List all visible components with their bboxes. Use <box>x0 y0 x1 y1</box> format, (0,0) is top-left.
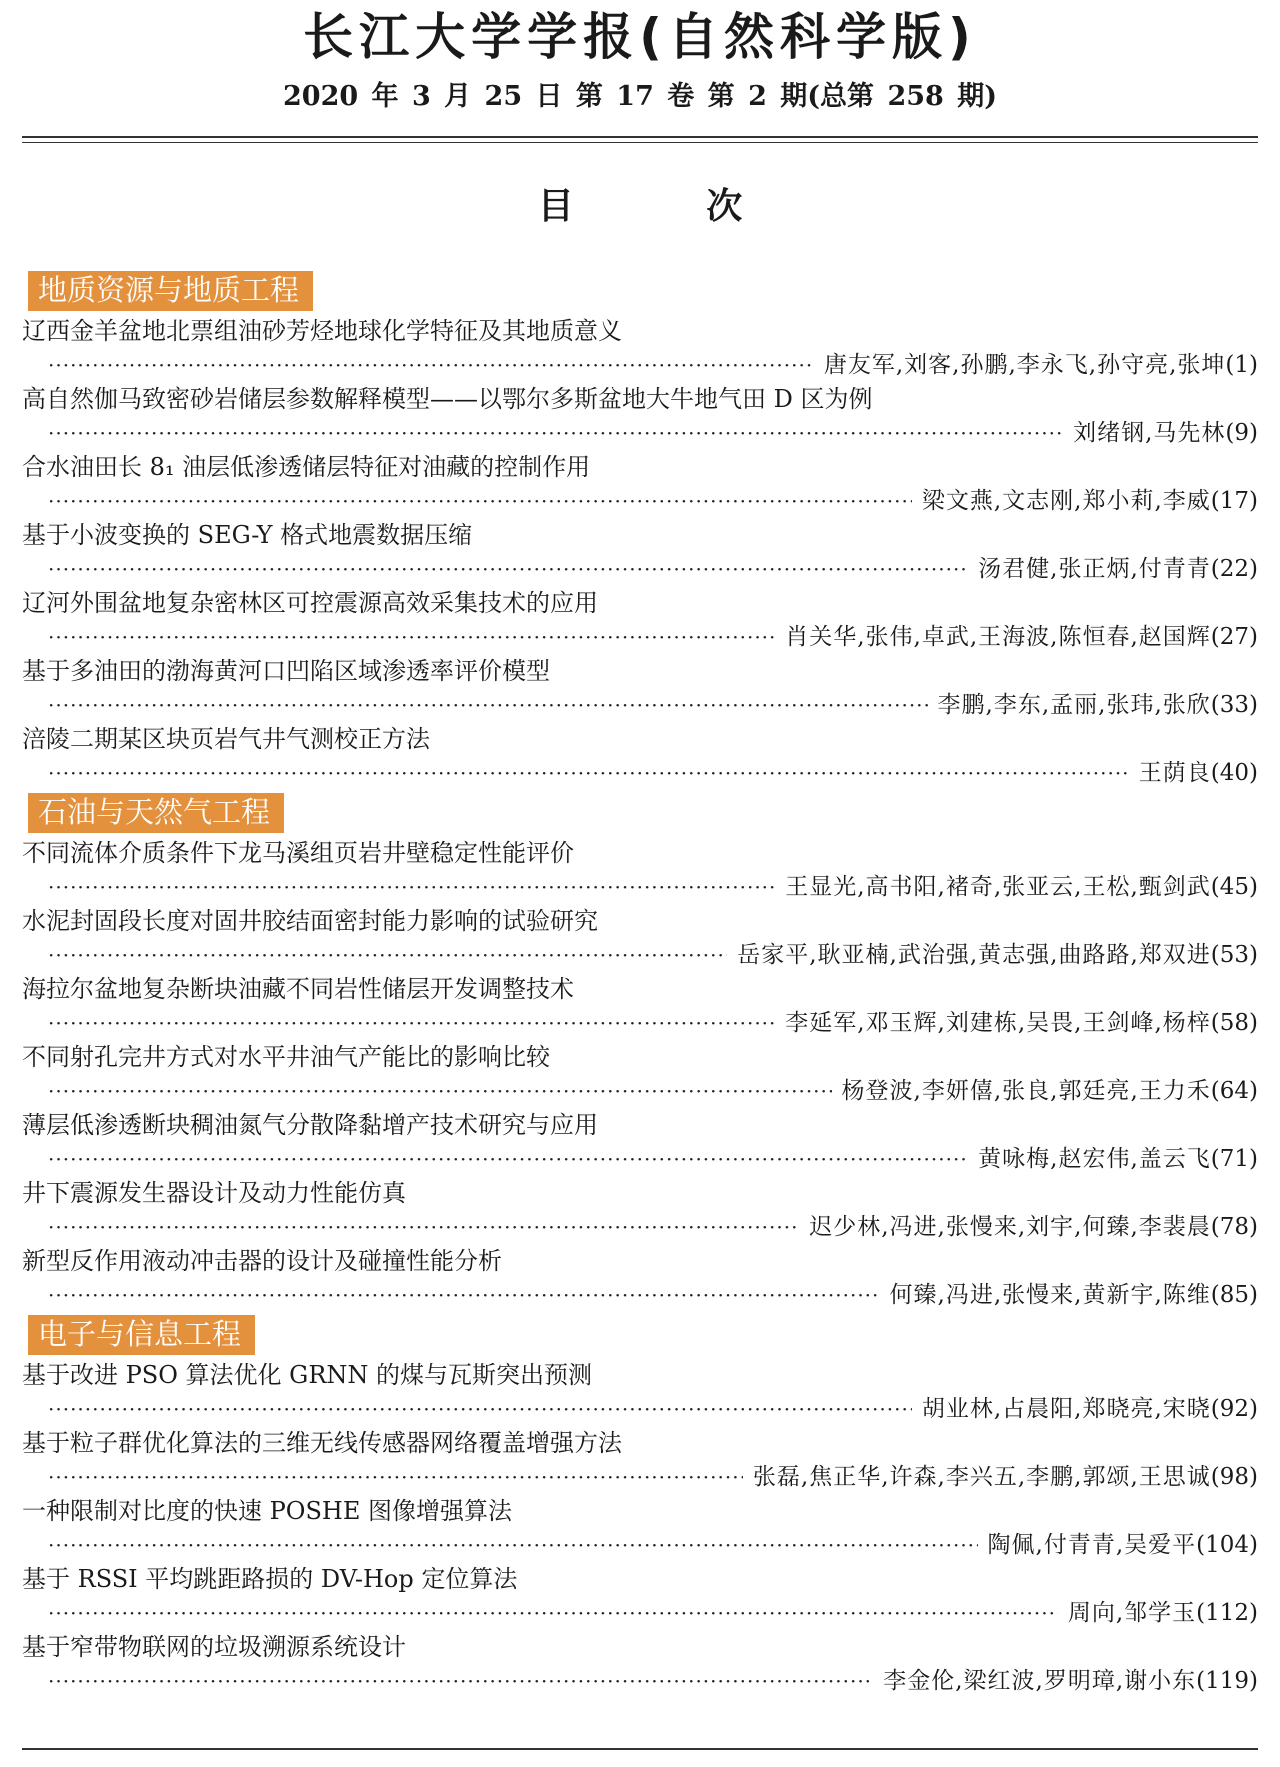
article-authors: 王显光,高书阳,褚奇,张亚云,王松,甄剑武 <box>785 874 1211 900</box>
dot-leader <box>48 939 727 972</box>
article-title: 不同射孔完井方式对水平井油气产能比的影响比较 <box>22 1043 550 1071</box>
header-divider <box>22 136 1258 143</box>
article-title: 基于改进 PSO 算法优化 GRNN 的煤与瓦斯突出预测 <box>22 1361 593 1389</box>
toc-entry[interactable] <box>22 383 1258 451</box>
dot-leader <box>48 1393 912 1426</box>
entry-byline <box>22 485 1258 519</box>
toc-entry[interactable] <box>22 1177 1258 1245</box>
article-title: 合水油田长 8₁ 油层低渗透储层特征对油藏的控制作用 <box>22 453 591 481</box>
dot-leader <box>48 621 775 654</box>
toc-entry[interactable] <box>22 1563 1258 1631</box>
issue-info: 2020 年 3 月 25 日 第 17 卷 第 2 期(总第 258 期) <box>283 81 997 112</box>
dot-leader <box>48 757 1129 790</box>
article-authors: 迟少林,冯进,张慢来,刘宇,何臻,李裴晨 <box>809 1214 1211 1240</box>
page-number: (78) <box>1210 1214 1258 1240</box>
toc-entry[interactable] <box>22 837 1258 905</box>
article-authors: 岳家平,耿亚楠,武治强,黄志强,曲路路,郑双进 <box>737 942 1211 968</box>
article-title: 基于小波变换的 SEG-Y 格式地震数据压缩 <box>22 521 473 549</box>
entry-byline <box>22 553 1258 587</box>
article-title: 辽河外围盆地复杂密林区可控震源高效采集技术的应用 <box>22 589 598 617</box>
entry-byline <box>22 1211 1258 1245</box>
dot-leader <box>48 1665 873 1698</box>
toc-entry[interactable] <box>22 315 1258 383</box>
article-authors: 陶佩,付青青,吴爱平 <box>987 1532 1197 1558</box>
article-title: 基于窄带物联网的垃圾溯源系统设计 <box>22 1633 406 1661</box>
toc-heading: 目 次 <box>537 186 803 227</box>
dot-leader <box>48 1075 832 1108</box>
page-number: (1) <box>1225 352 1258 378</box>
dot-leader <box>48 871 775 904</box>
toc-sections <box>22 271 1258 1699</box>
page-number: (9) <box>1225 420 1258 446</box>
dot-leader <box>48 1007 775 1040</box>
article-title: 基于 RSSI 平均跳距路损的 DV-Hop 定位算法 <box>22 1565 518 1593</box>
toc-entry[interactable] <box>22 451 1258 519</box>
article-authors: 黄咏梅,赵宏伟,盖云飞 <box>978 1146 1211 1172</box>
page-number: (64) <box>1210 1078 1258 1104</box>
entry-byline <box>22 1665 1258 1699</box>
dot-leader <box>48 485 912 518</box>
page-number: (58) <box>1210 1010 1258 1036</box>
dot-leader <box>48 1143 968 1176</box>
article-title: 井下震源发生器设计及动力性能仿真 <box>22 1179 406 1207</box>
entry-byline <box>22 1393 1258 1427</box>
toc-entry[interactable] <box>22 973 1258 1041</box>
entry-byline <box>22 621 1258 655</box>
entry-byline <box>22 689 1258 723</box>
journal-title: 长江大学学报(自然科学版) <box>303 8 977 66</box>
toc-entry[interactable] <box>22 1245 1258 1313</box>
dot-leader <box>48 1211 799 1244</box>
dot-leader <box>48 553 968 586</box>
article-title: 辽西金羊盆地北票组油砂芳烃地球化学特征及其地质意义 <box>22 317 622 345</box>
toc-entry[interactable] <box>22 587 1258 655</box>
article-authors: 李鹏,李东,孟丽,张玮,张欣 <box>937 692 1211 718</box>
article-title: 海拉尔盆地复杂断块油藏不同岩性储层开发调整技术 <box>22 975 574 1003</box>
toc-entry[interactable] <box>22 1427 1258 1495</box>
section-label: 电子与信息工程 <box>28 1315 255 1355</box>
article-title: 新型反作用液动冲击器的设计及碰撞性能分析 <box>22 1247 502 1275</box>
article-title: 薄层低渗透断块稠油氮气分散降黏增产技术研究与应用 <box>22 1111 598 1139</box>
toc-entry[interactable] <box>22 655 1258 723</box>
page-number: (33) <box>1210 692 1258 718</box>
page-number: (119) <box>1196 1668 1258 1694</box>
toc-entry[interactable] <box>22 519 1258 587</box>
article-authors: 杨登波,李妍僖,张良,郭廷亮,王力禾 <box>841 1078 1211 1104</box>
page-number: (27) <box>1210 624 1258 650</box>
dot-leader <box>48 689 928 722</box>
toc-section <box>22 793 1258 1313</box>
entry-byline <box>22 417 1258 451</box>
article-authors: 李金伦,梁红波,罗明璋,谢小东 <box>883 1668 1197 1694</box>
article-authors: 王荫良 <box>1138 760 1211 786</box>
entry-byline <box>22 871 1258 905</box>
dot-leader <box>48 1597 1058 1630</box>
entry-byline <box>22 1007 1258 1041</box>
entry-byline <box>22 1279 1258 1313</box>
toc-section <box>22 271 1258 791</box>
article-authors: 肖关华,张伟,卓武,王海波,陈恒春,赵国辉 <box>785 624 1211 650</box>
section-label: 地质资源与地质工程 <box>28 271 313 311</box>
page-number: (45) <box>1210 874 1258 900</box>
toc-entry[interactable] <box>22 1359 1258 1427</box>
page-number: (85) <box>1210 1282 1258 1308</box>
article-title: 涪陵二期某区块页岩气井气测校正方法 <box>22 725 430 753</box>
toc-entry[interactable] <box>22 905 1258 973</box>
article-authors: 唐友军,刘客,孙鹏,李永飞,孙守亮,张坤 <box>823 352 1226 378</box>
section-label: 石油与天然气工程 <box>28 793 284 833</box>
entry-byline <box>22 1597 1258 1631</box>
page-number: (40) <box>1210 760 1258 786</box>
toc-entry[interactable] <box>22 723 1258 791</box>
entry-byline <box>22 757 1258 791</box>
page-number: (98) <box>1210 1464 1258 1490</box>
article-authors: 何臻,冯进,张慢来,黄新宇,陈维 <box>889 1282 1211 1308</box>
article-authors: 汤君健,张正炳,付青青 <box>978 556 1211 582</box>
page-number: (22) <box>1210 556 1258 582</box>
article-authors: 张磊,焦正华,许森,李兴五,李鹏,郭颂,王思诚 <box>752 1464 1211 1490</box>
article-title: 不同流体介质条件下龙马溪组页岩井壁稳定性能评价 <box>22 839 574 867</box>
entry-byline <box>22 1143 1258 1177</box>
article-title: 水泥封固段长度对固井胶结面密封能力影响的试验研究 <box>22 907 598 935</box>
toc-entry[interactable] <box>22 1495 1258 1563</box>
article-authors: 刘绪钢,马先林 <box>1073 420 1226 446</box>
page-number: (53) <box>1210 942 1258 968</box>
entry-byline <box>22 1461 1258 1495</box>
article-authors: 胡业林,占晨阳,郑晓亮,宋晓 <box>921 1396 1211 1422</box>
entry-byline <box>22 1529 1258 1563</box>
article-title: 高自然伽马致密砂岩储层参数解释模型——以鄂尔多斯盆地大牛地气田 D 区为例 <box>22 385 873 413</box>
toc-entry[interactable] <box>22 1109 1258 1177</box>
toc-entry[interactable] <box>22 1041 1258 1109</box>
article-title: 基于粒子群优化算法的三维无线传感器网络覆盖增强方法 <box>22 1429 622 1457</box>
bottom-divider <box>22 1748 1258 1750</box>
entry-byline <box>22 1075 1258 1109</box>
dot-leader <box>48 1461 743 1494</box>
dot-leader <box>48 349 814 382</box>
dot-leader <box>48 1529 978 1562</box>
article-authors: 李延军,邓玉辉,刘建栋,吴畏,王剑峰,杨梓 <box>785 1010 1211 1036</box>
entry-byline <box>22 939 1258 973</box>
article-title: 基于多油田的渤海黄河口凹陷区域渗透率评价模型 <box>22 657 550 685</box>
article-authors: 梁文燕,文志刚,郑小莉,李威 <box>921 488 1211 514</box>
page-number: (104) <box>1196 1532 1258 1558</box>
article-authors: 周向,邹学玉 <box>1067 1600 1197 1626</box>
page-number: (71) <box>1210 1146 1258 1172</box>
page-number: (17) <box>1210 488 1258 514</box>
page-number: (92) <box>1210 1396 1258 1422</box>
page-number: (112) <box>1196 1600 1258 1626</box>
entry-byline <box>22 349 1258 383</box>
dot-leader <box>48 417 1063 450</box>
article-title: 一种限制对比度的快速 POSHE 图像增强算法 <box>22 1497 512 1525</box>
toc-entry[interactable] <box>22 1631 1258 1699</box>
dot-leader <box>48 1279 880 1312</box>
toc-section <box>22 1315 1258 1699</box>
